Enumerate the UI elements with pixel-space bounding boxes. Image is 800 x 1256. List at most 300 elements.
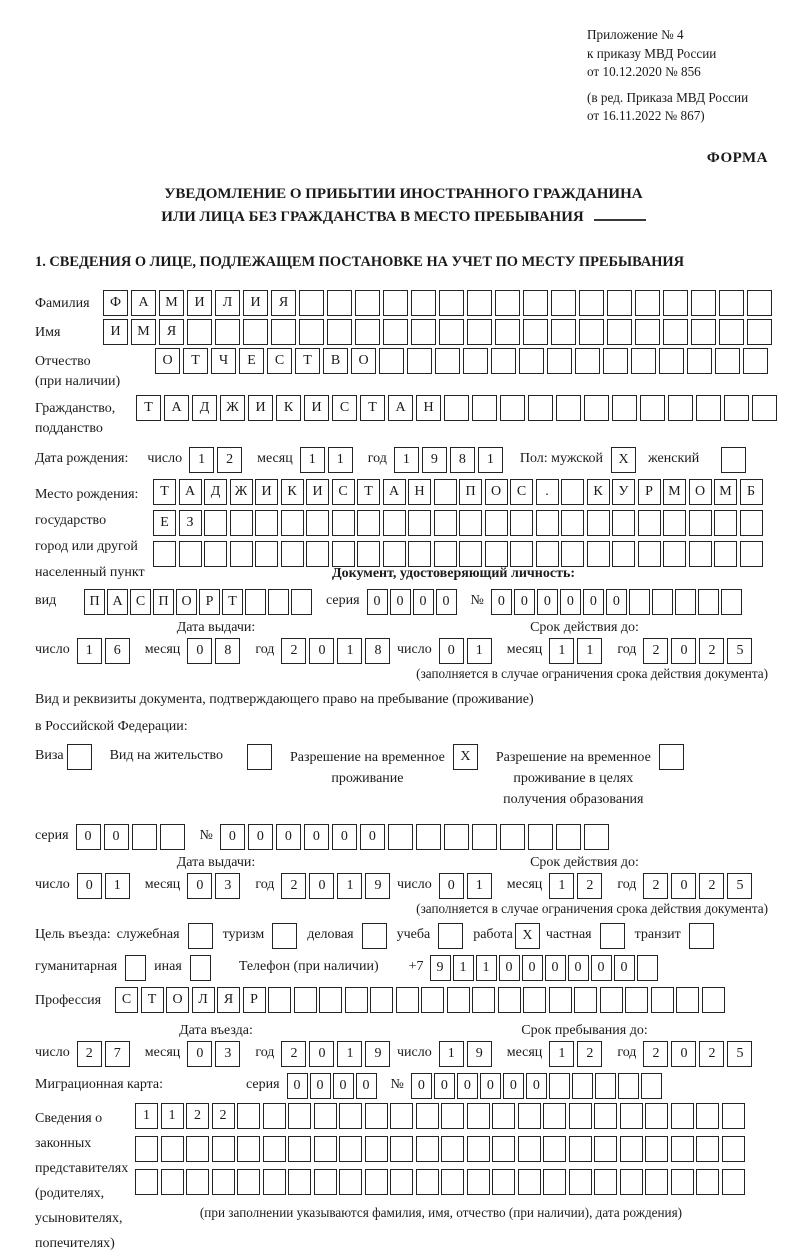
form-cell[interactable] bbox=[204, 510, 227, 536]
form-cell[interactable] bbox=[500, 824, 525, 850]
form-cell[interactable]: Т bbox=[222, 589, 243, 615]
form-cell[interactable]: 0 bbox=[310, 1073, 331, 1099]
form-cell[interactable] bbox=[135, 1169, 158, 1195]
form-cell[interactable] bbox=[556, 395, 581, 421]
form-cell[interactable] bbox=[485, 510, 508, 536]
form-cell[interactable]: 8 bbox=[450, 447, 475, 473]
form-cell[interactable] bbox=[740, 510, 763, 536]
form-cell[interactable]: 0 bbox=[526, 1073, 547, 1099]
form-cell[interactable] bbox=[561, 510, 584, 536]
form-cell[interactable] bbox=[645, 1169, 668, 1195]
form-cell[interactable] bbox=[549, 987, 572, 1013]
phone-cells[interactable] bbox=[430, 955, 660, 981]
form-cell[interactable] bbox=[379, 348, 404, 374]
form-cell[interactable] bbox=[314, 1169, 337, 1195]
form-cell[interactable]: А bbox=[179, 479, 202, 505]
birth-place-row1[interactable] bbox=[153, 479, 765, 505]
form-cell[interactable]: О bbox=[689, 479, 712, 505]
form-cell[interactable]: 0 bbox=[614, 955, 635, 981]
form-cell[interactable]: С bbox=[332, 479, 355, 505]
form-cell[interactable]: А bbox=[131, 290, 156, 316]
form-cell[interactable]: С bbox=[267, 348, 292, 374]
form-cell[interactable]: 0 bbox=[187, 638, 212, 664]
form-cell[interactable] bbox=[637, 955, 658, 981]
female-checkbox[interactable] bbox=[721, 447, 746, 473]
form-cell[interactable]: 2 bbox=[699, 638, 724, 664]
form-cell[interactable]: М bbox=[714, 479, 737, 505]
form-cell[interactable] bbox=[719, 290, 744, 316]
form-cell[interactable]: 1 bbox=[549, 1041, 574, 1067]
form-cell[interactable]: Т bbox=[357, 479, 380, 505]
form-cell[interactable]: 7 bbox=[105, 1041, 130, 1067]
form-cell[interactable]: Д bbox=[192, 395, 217, 421]
form-cell[interactable]: 0 bbox=[309, 638, 334, 664]
form-cell[interactable] bbox=[230, 510, 253, 536]
form-cell[interactable]: Ч bbox=[211, 348, 236, 374]
form-cell[interactable] bbox=[584, 395, 609, 421]
form-cell[interactable]: 2 bbox=[281, 638, 306, 664]
form-cell[interactable]: 1 bbox=[135, 1103, 158, 1129]
valid-year-cells[interactable] bbox=[643, 638, 755, 664]
form-cell[interactable] bbox=[663, 510, 686, 536]
purpose-private-checkbox[interactable] bbox=[600, 923, 625, 949]
form-cell[interactable] bbox=[543, 1169, 566, 1195]
form-cell[interactable] bbox=[671, 1169, 694, 1195]
form-cell[interactable]: Л bbox=[215, 290, 240, 316]
form-cell[interactable]: 1 bbox=[77, 638, 102, 664]
form-cell[interactable] bbox=[641, 1073, 662, 1099]
form-cell[interactable] bbox=[561, 479, 584, 505]
form-cell[interactable] bbox=[612, 541, 635, 567]
form-cell[interactable] bbox=[383, 510, 406, 536]
form-cell[interactable] bbox=[569, 1136, 592, 1162]
form-cell[interactable] bbox=[510, 541, 533, 567]
form-cell[interactable] bbox=[472, 395, 497, 421]
res-issue-year-cells[interactable] bbox=[281, 873, 393, 899]
form-cell[interactable] bbox=[411, 290, 436, 316]
form-cell[interactable] bbox=[237, 1103, 260, 1129]
form-cell[interactable]: . bbox=[536, 479, 559, 505]
form-cell[interactable] bbox=[319, 987, 342, 1013]
form-cell[interactable]: 0 bbox=[76, 824, 101, 850]
form-cell[interactable]: Н bbox=[416, 395, 441, 421]
form-cell[interactable] bbox=[299, 319, 324, 345]
form-cell[interactable] bbox=[434, 479, 457, 505]
form-cell[interactable] bbox=[663, 319, 688, 345]
form-cell[interactable] bbox=[523, 987, 546, 1013]
form-cell[interactable] bbox=[467, 1103, 490, 1129]
form-cell[interactable] bbox=[204, 541, 227, 567]
form-cell[interactable] bbox=[638, 510, 661, 536]
form-cell[interactable] bbox=[281, 541, 304, 567]
form-cell[interactable]: 1 bbox=[549, 638, 574, 664]
form-cell[interactable]: О bbox=[485, 479, 508, 505]
form-cell[interactable] bbox=[345, 987, 368, 1013]
form-cell[interactable] bbox=[441, 1103, 464, 1129]
form-cell[interactable] bbox=[635, 290, 660, 316]
form-cell[interactable] bbox=[467, 290, 492, 316]
form-cell[interactable] bbox=[421, 987, 444, 1013]
form-cell[interactable]: И bbox=[243, 290, 268, 316]
form-cell[interactable] bbox=[268, 987, 291, 1013]
birth-place-row2[interactable] bbox=[153, 510, 765, 536]
form-cell[interactable]: 0 bbox=[545, 955, 566, 981]
form-cell[interactable]: 2 bbox=[77, 1041, 102, 1067]
form-cell[interactable] bbox=[268, 589, 289, 615]
legal-reps-row3[interactable] bbox=[135, 1169, 747, 1195]
form-cell[interactable] bbox=[595, 1073, 616, 1099]
purpose-work-checkbox[interactable]: X bbox=[515, 923, 540, 949]
form-cell[interactable] bbox=[416, 1103, 439, 1129]
form-cell[interactable] bbox=[383, 541, 406, 567]
form-cell[interactable]: 1 bbox=[161, 1103, 184, 1129]
form-cell[interactable] bbox=[306, 510, 329, 536]
form-cell[interactable]: И bbox=[103, 319, 128, 345]
form-cell[interactable] bbox=[696, 1136, 719, 1162]
form-cell[interactable]: 1 bbox=[467, 873, 492, 899]
form-cell[interactable] bbox=[294, 987, 317, 1013]
form-cell[interactable] bbox=[355, 319, 380, 345]
form-cell[interactable]: 5 bbox=[727, 638, 752, 664]
form-cell[interactable] bbox=[714, 510, 737, 536]
res-valid-month-cells[interactable] bbox=[549, 873, 605, 899]
form-cell[interactable]: Т bbox=[360, 395, 385, 421]
form-cell[interactable] bbox=[579, 319, 604, 345]
form-cell[interactable] bbox=[314, 1136, 337, 1162]
form-cell[interactable]: 9 bbox=[467, 1041, 492, 1067]
form-cell[interactable] bbox=[245, 589, 266, 615]
form-cell[interactable] bbox=[288, 1169, 311, 1195]
form-cell[interactable] bbox=[339, 1136, 362, 1162]
purpose-study-checkbox[interactable] bbox=[438, 923, 463, 949]
purpose-tourism-checkbox[interactable] bbox=[272, 923, 297, 949]
form-cell[interactable] bbox=[587, 541, 610, 567]
form-cell[interactable] bbox=[645, 1136, 668, 1162]
form-cell[interactable]: 0 bbox=[439, 638, 464, 664]
form-cell[interactable]: В bbox=[323, 348, 348, 374]
form-cell[interactable] bbox=[689, 541, 712, 567]
form-cell[interactable] bbox=[518, 1136, 541, 1162]
form-cell[interactable]: А bbox=[107, 589, 128, 615]
stay-year-cells[interactable] bbox=[643, 1041, 755, 1067]
form-cell[interactable]: 5 bbox=[727, 1041, 752, 1067]
form-cell[interactable] bbox=[651, 987, 674, 1013]
form-cell[interactable] bbox=[416, 1169, 439, 1195]
form-cell[interactable]: Я bbox=[271, 290, 296, 316]
form-cell[interactable] bbox=[243, 319, 268, 345]
form-cell[interactable] bbox=[618, 1073, 639, 1099]
form-cell[interactable] bbox=[620, 1103, 643, 1129]
form-cell[interactable] bbox=[722, 1136, 745, 1162]
form-cell[interactable] bbox=[179, 541, 202, 567]
form-cell[interactable]: 1 bbox=[105, 873, 130, 899]
form-cell[interactable]: 1 bbox=[337, 873, 362, 899]
form-cell[interactable] bbox=[135, 1136, 158, 1162]
form-cell[interactable] bbox=[668, 395, 693, 421]
form-cell[interactable]: 2 bbox=[577, 873, 602, 899]
form-cell[interactable] bbox=[485, 541, 508, 567]
form-cell[interactable]: 0 bbox=[436, 589, 457, 615]
form-cell[interactable]: Р bbox=[199, 589, 220, 615]
form-cell[interactable] bbox=[620, 1169, 643, 1195]
form-cell[interactable] bbox=[652, 589, 673, 615]
form-cell[interactable] bbox=[237, 1136, 260, 1162]
form-cell[interactable] bbox=[383, 319, 408, 345]
entry-day-cells[interactable] bbox=[77, 1041, 133, 1067]
form-cell[interactable]: 9 bbox=[365, 873, 390, 899]
form-cell[interactable] bbox=[463, 348, 488, 374]
form-cell[interactable] bbox=[721, 589, 742, 615]
form-cell[interactable]: А bbox=[383, 479, 406, 505]
form-cell[interactable]: Р bbox=[243, 987, 266, 1013]
form-cell[interactable] bbox=[663, 541, 686, 567]
stay-month-cells[interactable] bbox=[549, 1041, 605, 1067]
form-cell[interactable] bbox=[339, 1169, 362, 1195]
form-cell[interactable]: 1 bbox=[453, 955, 474, 981]
form-cell[interactable] bbox=[263, 1103, 286, 1129]
form-cell[interactable]: 0 bbox=[591, 955, 612, 981]
form-cell[interactable]: Н bbox=[408, 479, 431, 505]
form-cell[interactable]: 0 bbox=[276, 824, 301, 850]
form-cell[interactable]: 1 bbox=[467, 638, 492, 664]
form-cell[interactable]: 0 bbox=[411, 1073, 432, 1099]
form-cell[interactable] bbox=[638, 541, 661, 567]
form-cell[interactable] bbox=[306, 541, 329, 567]
form-cell[interactable]: 3 bbox=[215, 873, 240, 899]
form-cell[interactable]: 2 bbox=[281, 1041, 306, 1067]
form-cell[interactable]: 1 bbox=[478, 447, 503, 473]
form-cell[interactable]: М bbox=[159, 290, 184, 316]
issue-year-cells[interactable] bbox=[281, 638, 393, 664]
form-cell[interactable] bbox=[620, 1136, 643, 1162]
form-cell[interactable] bbox=[561, 541, 584, 567]
form-cell[interactable]: 0 bbox=[568, 955, 589, 981]
form-cell[interactable] bbox=[675, 589, 696, 615]
form-cell[interactable] bbox=[408, 541, 431, 567]
form-cell[interactable] bbox=[314, 1103, 337, 1129]
form-cell[interactable] bbox=[263, 1136, 286, 1162]
form-cell[interactable] bbox=[698, 589, 719, 615]
birth-day-cells[interactable] bbox=[189, 447, 245, 473]
form-cell[interactable] bbox=[495, 290, 520, 316]
valid-day-cells[interactable] bbox=[439, 638, 495, 664]
form-cell[interactable]: 2 bbox=[643, 873, 668, 899]
form-cell[interactable] bbox=[416, 824, 441, 850]
form-cell[interactable]: 0 bbox=[503, 1073, 524, 1099]
form-cell[interactable] bbox=[523, 319, 548, 345]
form-cell[interactable] bbox=[594, 1136, 617, 1162]
form-cell[interactable]: Т bbox=[295, 348, 320, 374]
form-cell[interactable] bbox=[255, 510, 278, 536]
form-cell[interactable]: 0 bbox=[187, 1041, 212, 1067]
form-cell[interactable] bbox=[390, 1169, 413, 1195]
form-cell[interactable]: К bbox=[276, 395, 301, 421]
form-cell[interactable] bbox=[411, 319, 436, 345]
form-cell[interactable] bbox=[743, 348, 768, 374]
form-cell[interactable]: 0 bbox=[77, 873, 102, 899]
form-cell[interactable]: 8 bbox=[215, 638, 240, 664]
form-cell[interactable] bbox=[161, 1136, 184, 1162]
form-cell[interactable] bbox=[528, 824, 553, 850]
form-cell[interactable]: Ж bbox=[230, 479, 253, 505]
form-cell[interactable]: 0 bbox=[480, 1073, 501, 1099]
form-cell[interactable] bbox=[212, 1169, 235, 1195]
form-cell[interactable] bbox=[370, 987, 393, 1013]
form-cell[interactable] bbox=[687, 348, 712, 374]
form-cell[interactable]: 0 bbox=[333, 1073, 354, 1099]
form-cell[interactable]: 1 bbox=[328, 447, 353, 473]
form-cell[interactable] bbox=[689, 510, 712, 536]
form-cell[interactable] bbox=[472, 987, 495, 1013]
form-cell[interactable] bbox=[696, 1169, 719, 1195]
form-cell[interactable]: 1 bbox=[337, 1041, 362, 1067]
form-cell[interactable] bbox=[518, 1103, 541, 1129]
form-cell[interactable] bbox=[357, 510, 380, 536]
res-issue-month-cells[interactable] bbox=[187, 873, 243, 899]
male-checkbox[interactable]: X bbox=[611, 447, 636, 473]
form-cell[interactable] bbox=[724, 395, 749, 421]
form-cell[interactable]: 1 bbox=[549, 873, 574, 899]
form-cell[interactable]: 2 bbox=[212, 1103, 235, 1129]
form-cell[interactable] bbox=[722, 1103, 745, 1129]
form-cell[interactable] bbox=[416, 1136, 439, 1162]
doc-kind-cells[interactable] bbox=[84, 589, 314, 615]
form-cell[interactable] bbox=[569, 1103, 592, 1129]
form-cell[interactable]: А bbox=[388, 395, 413, 421]
form-cell[interactable] bbox=[594, 1103, 617, 1129]
form-cell[interactable] bbox=[299, 290, 324, 316]
form-cell[interactable] bbox=[696, 395, 721, 421]
profession-cells[interactable] bbox=[115, 987, 727, 1013]
form-cell[interactable] bbox=[355, 290, 380, 316]
form-cell[interactable]: Б bbox=[740, 479, 763, 505]
form-cell[interactable]: 3 bbox=[215, 1041, 240, 1067]
form-cell[interactable] bbox=[459, 541, 482, 567]
form-cell[interactable] bbox=[715, 348, 740, 374]
res-valid-year-cells[interactable] bbox=[643, 873, 755, 899]
form-cell[interactable]: Т bbox=[183, 348, 208, 374]
form-cell[interactable] bbox=[631, 348, 656, 374]
form-cell[interactable] bbox=[439, 319, 464, 345]
form-cell[interactable]: О bbox=[155, 348, 180, 374]
legal-reps-row2[interactable] bbox=[135, 1136, 747, 1162]
form-cell[interactable]: 1 bbox=[476, 955, 497, 981]
form-cell[interactable]: С bbox=[332, 395, 357, 421]
form-cell[interactable] bbox=[635, 319, 660, 345]
residence-permit-checkbox[interactable] bbox=[247, 744, 272, 770]
form-cell[interactable]: М bbox=[663, 479, 686, 505]
form-cell[interactable] bbox=[332, 510, 355, 536]
legal-reps-row1[interactable] bbox=[135, 1103, 747, 1129]
form-cell[interactable] bbox=[510, 510, 533, 536]
form-cell[interactable]: 0 bbox=[332, 824, 357, 850]
form-cell[interactable] bbox=[584, 824, 609, 850]
form-cell[interactable] bbox=[441, 1136, 464, 1162]
form-cell[interactable] bbox=[263, 1169, 286, 1195]
form-cell[interactable]: 1 bbox=[300, 447, 325, 473]
issue-month-cells[interactable] bbox=[187, 638, 243, 664]
form-cell[interactable] bbox=[492, 1103, 515, 1129]
surname-cells[interactable] bbox=[103, 290, 775, 316]
form-cell[interactable] bbox=[495, 319, 520, 345]
form-cell[interactable]: И bbox=[304, 395, 329, 421]
form-cell[interactable]: Т bbox=[136, 395, 161, 421]
form-cell[interactable]: 0 bbox=[606, 589, 627, 615]
form-cell[interactable]: 0 bbox=[187, 873, 212, 899]
form-cell[interactable]: 0 bbox=[439, 873, 464, 899]
form-cell[interactable] bbox=[719, 319, 744, 345]
form-cell[interactable] bbox=[388, 824, 413, 850]
form-cell[interactable]: С bbox=[130, 589, 151, 615]
form-cell[interactable]: О bbox=[351, 348, 376, 374]
form-cell[interactable]: И bbox=[306, 479, 329, 505]
purpose-humanitarian-checkbox[interactable] bbox=[125, 955, 146, 981]
form-cell[interactable] bbox=[523, 290, 548, 316]
form-cell[interactable]: 0 bbox=[309, 873, 334, 899]
form-cell[interactable] bbox=[365, 1136, 388, 1162]
purpose-transit-checkbox[interactable] bbox=[689, 923, 714, 949]
form-cell[interactable]: 0 bbox=[583, 589, 604, 615]
form-cell[interactable] bbox=[663, 290, 688, 316]
form-cell[interactable] bbox=[441, 1169, 464, 1195]
form-cell[interactable] bbox=[603, 348, 628, 374]
form-cell[interactable]: Е bbox=[239, 348, 264, 374]
form-cell[interactable] bbox=[528, 395, 553, 421]
form-cell[interactable] bbox=[702, 987, 725, 1013]
form-cell[interactable] bbox=[288, 1136, 311, 1162]
doc-number-cells[interactable] bbox=[491, 589, 744, 615]
form-cell[interactable] bbox=[255, 541, 278, 567]
form-cell[interactable] bbox=[543, 1136, 566, 1162]
form-cell[interactable] bbox=[407, 348, 432, 374]
form-cell[interactable] bbox=[579, 290, 604, 316]
form-cell[interactable] bbox=[569, 1169, 592, 1195]
form-cell[interactable] bbox=[472, 824, 497, 850]
form-cell[interactable]: 0 bbox=[671, 1041, 696, 1067]
entry-month-cells[interactable] bbox=[187, 1041, 243, 1067]
form-cell[interactable] bbox=[574, 987, 597, 1013]
form-cell[interactable] bbox=[519, 348, 544, 374]
form-cell[interactable]: 0 bbox=[537, 589, 558, 615]
form-cell[interactable]: А bbox=[164, 395, 189, 421]
birth-month-cells[interactable] bbox=[300, 447, 356, 473]
form-cell[interactable]: 5 bbox=[727, 873, 752, 899]
form-cell[interactable]: У bbox=[612, 479, 635, 505]
form-cell[interactable] bbox=[332, 541, 355, 567]
res-series-cells[interactable] bbox=[76, 824, 188, 850]
form-cell[interactable] bbox=[587, 510, 610, 536]
citizenship-cells[interactable] bbox=[136, 395, 780, 421]
form-cell[interactable]: 0 bbox=[457, 1073, 478, 1099]
form-cell[interactable] bbox=[444, 824, 469, 850]
issue-day-cells[interactable] bbox=[77, 638, 133, 664]
form-cell[interactable]: 9 bbox=[365, 1041, 390, 1067]
form-cell[interactable] bbox=[187, 319, 212, 345]
valid-month-cells[interactable] bbox=[549, 638, 605, 664]
form-cell[interactable] bbox=[439, 290, 464, 316]
birth-place-row3[interactable] bbox=[153, 541, 765, 567]
form-cell[interactable] bbox=[543, 1103, 566, 1129]
form-cell[interactable]: К bbox=[281, 479, 304, 505]
form-cell[interactable]: 2 bbox=[699, 1041, 724, 1067]
form-cell[interactable]: Е bbox=[153, 510, 176, 536]
form-cell[interactable] bbox=[612, 510, 635, 536]
form-cell[interactable]: 2 bbox=[643, 638, 668, 664]
form-cell[interactable] bbox=[556, 824, 581, 850]
form-cell[interactable]: П bbox=[153, 589, 174, 615]
form-cell[interactable]: 2 bbox=[217, 447, 242, 473]
form-cell[interactable]: 0 bbox=[671, 873, 696, 899]
